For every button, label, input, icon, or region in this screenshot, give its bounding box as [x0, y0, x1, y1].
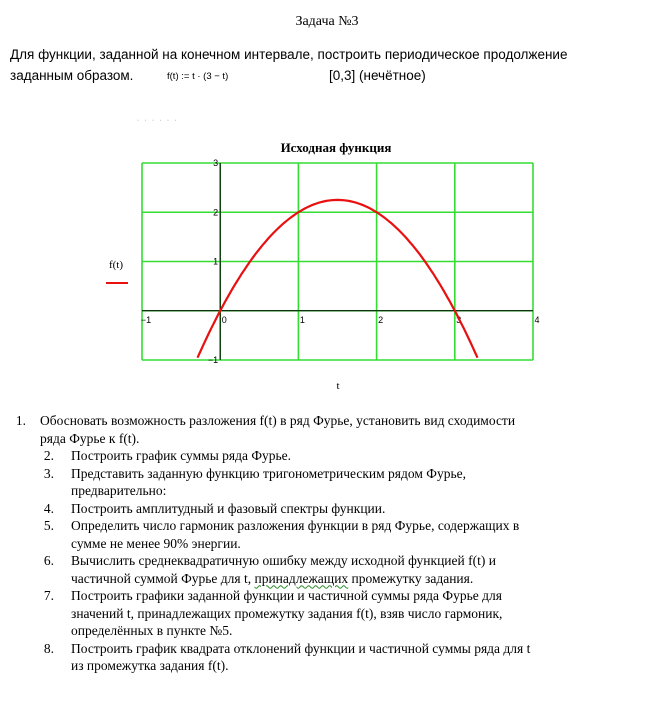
task-item-text: сумме не менее 90% энергии. [71, 535, 241, 551]
task-number: 6. [43, 553, 54, 568]
task-item-text: Определить число гармоник разложения функции в ряд Фурье, содержащих в [71, 518, 520, 533]
series-line-f(t) [198, 200, 478, 358]
y-tick-label: 1 [213, 256, 219, 267]
task-item-text: ряда Фурье к f(t). [40, 430, 140, 446]
task-number: 4. [43, 500, 54, 516]
task-number: 8. [43, 640, 54, 656]
chart-y-axis-label: f(t) [108, 259, 124, 271]
x-tick-label: 1 [299, 314, 305, 325]
x-tick-label: −1 [140, 314, 152, 325]
intro-text-line-1: Для функции, заданной на конечном интервале, построить периодическое продолжение [10, 47, 568, 62]
task-item-text: определённых в пункте №5. [71, 623, 233, 638]
task-item-text: предварительно: [71, 483, 167, 498]
task-item-text: Построить графики заданной функции и частичной суммы ряда Фурье для [71, 588, 502, 603]
x-tick-label: 2 [378, 314, 384, 325]
intro-text-line-2: заданным образом. [10, 68, 134, 83]
task-number: 5. [43, 518, 54, 533]
task-item-text: Представить заданную функцию тригонометрическим рядом Фурье, [71, 465, 466, 481]
task-item-text: частичной суммой Фурье для t, принадлежащих промежутку задания. [71, 570, 474, 586]
task-number: 2. [43, 448, 54, 463]
task-number: 3. [43, 465, 54, 481]
task-item-text: значений t, принадлежащих промежутку задания f(t), взяв число гармоник, [71, 605, 503, 621]
faint-text-fragment: · · · · · · [137, 118, 179, 124]
x-tick-label: 4 [534, 314, 540, 325]
x-tick-label: 0 [221, 314, 227, 325]
chart-grid [142, 163, 533, 360]
function-formula: f(t) := t · (3 − t) [167, 71, 229, 82]
task-item-text: Построить амплитудный и фазовый спектры функции. [71, 500, 386, 516]
task-item-text: Построить график суммы ряда Фурье. [71, 448, 292, 463]
task-number: 1. [15, 413, 26, 428]
y-tick-label: −1 [207, 355, 219, 365]
task-item-text: Вычислить среднеквадратичную ошибку между исходной функцией f(t) и [71, 553, 496, 568]
chart-title: Исходная функция [280, 140, 392, 155]
interval-spec: [0,3] (нечётное) [329, 68, 426, 83]
task-item-text: Обосновать возможность разложения f(t) в ряд Фурье, установить вид сходимости [40, 413, 516, 428]
y-tick-label: 3 [213, 158, 219, 168]
task-item-text: Построить график квадрата отклонений функции и частичной суммы ряда для t [71, 640, 531, 656]
task-item-text: из промежутка задания f(t). [71, 658, 229, 673]
task-title: Задача №3 [295, 14, 359, 29]
x-tick-label: 3 [456, 314, 462, 325]
y-tick-label: 2 [213, 207, 219, 218]
chart-series [198, 200, 478, 358]
task-number: 7. [43, 588, 54, 603]
chart-x-axis-label: t [336, 380, 340, 392]
